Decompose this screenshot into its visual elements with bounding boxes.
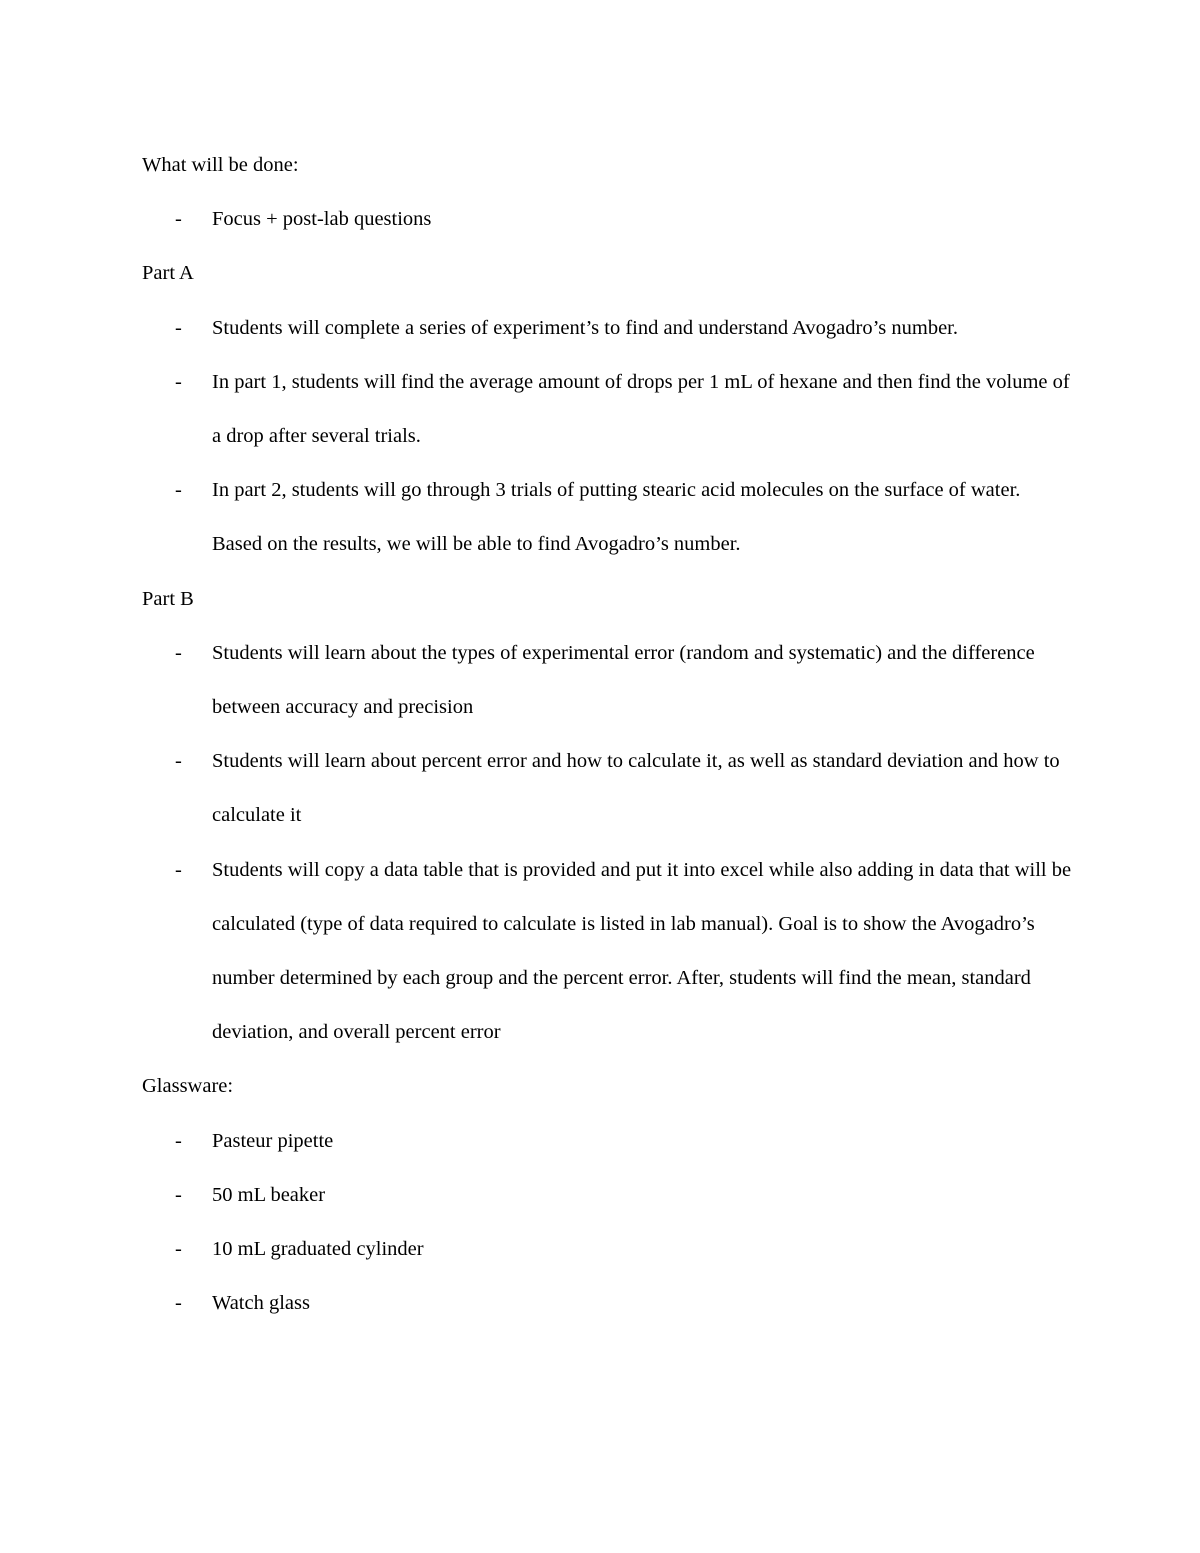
section-part-b <box>142 572 1072 1060</box>
list-item <box>142 301 1072 355</box>
dash-bullet: - <box>175 479 182 502</box>
section-heading: What will be done: <box>142 154 299 176</box>
section-heading: Glassware: <box>142 1075 234 1098</box>
dash-bullet: - <box>175 1292 182 1315</box>
list-item <box>142 1276 1072 1330</box>
list-item <box>142 463 1072 571</box>
dash-bullet: - <box>175 641 182 664</box>
list-item <box>142 192 1072 246</box>
list-item-text: Students will learn about percent error and how to calculate it, as well as standard deviation and how to calculate it <box>212 750 1060 827</box>
list-item-text: Focus + post-lab questions <box>212 208 432 231</box>
section-heading: Part A <box>142 262 194 285</box>
list-item <box>142 1222 1072 1276</box>
bullet-list <box>142 192 1072 246</box>
dash-bullet: - <box>175 316 182 339</box>
dash-bullet: - <box>175 1129 182 1152</box>
list-item <box>142 626 1072 734</box>
dash-bullet: - <box>175 370 182 393</box>
section-heading: Part B <box>142 587 194 610</box>
list-item-text: Students will complete a series of experiment’s to find and understand Avogadro’s number. <box>212 316 959 339</box>
dash-bullet: - <box>175 750 182 773</box>
dash-bullet: - <box>175 208 182 231</box>
bullet-list <box>142 626 1072 1060</box>
list-item <box>142 843 1072 1060</box>
list-item-text: Students will copy a data table that is provided and put it into excel while also adding in data that will be calculated (type of data required to calculate is listed in lab manual). Goal is to show the Avogadro’s number determined by each group and the percent error. After, students will find the mean, standard deviation, and overall percent error <box>212 858 1072 1044</box>
list-item <box>142 734 1072 842</box>
dash-bullet: - <box>175 858 182 881</box>
dash-bullet: - <box>175 1238 182 1261</box>
list-item-text: 10 mL graduated cylinder <box>212 1238 424 1261</box>
list-item-text: Pasteur pipette <box>212 1129 334 1152</box>
list-item <box>142 1168 1072 1222</box>
list-item-text: In part 1, students will find the average amount of drops per 1 mL of hexane and then find the volume of a drop after several trials. <box>212 370 1070 448</box>
section-part-a <box>142 246 1072 571</box>
list-item-text: In part 2, students will go through 3 trials of putting stearic acid molecules on the surface of water. Based on the results, we will be able to find Avogadro’s number. <box>212 479 1021 556</box>
list-item-text: Students will learn about the types of experimental error (random and systematic) and the difference between accuracy and precision <box>212 641 1035 719</box>
document-body <box>142 138 1072 1330</box>
section-what-will-be-done <box>142 138 1072 246</box>
dash-bullet: - <box>175 1183 182 1206</box>
bullet-list <box>142 1114 1072 1331</box>
section-glassware <box>142 1059 1072 1330</box>
list-item-text: 50 mL beaker <box>212 1183 326 1206</box>
list-item-text: Watch glass <box>212 1292 310 1315</box>
list-item <box>142 1114 1072 1168</box>
bullet-list <box>142 301 1072 572</box>
list-item <box>142 355 1072 463</box>
